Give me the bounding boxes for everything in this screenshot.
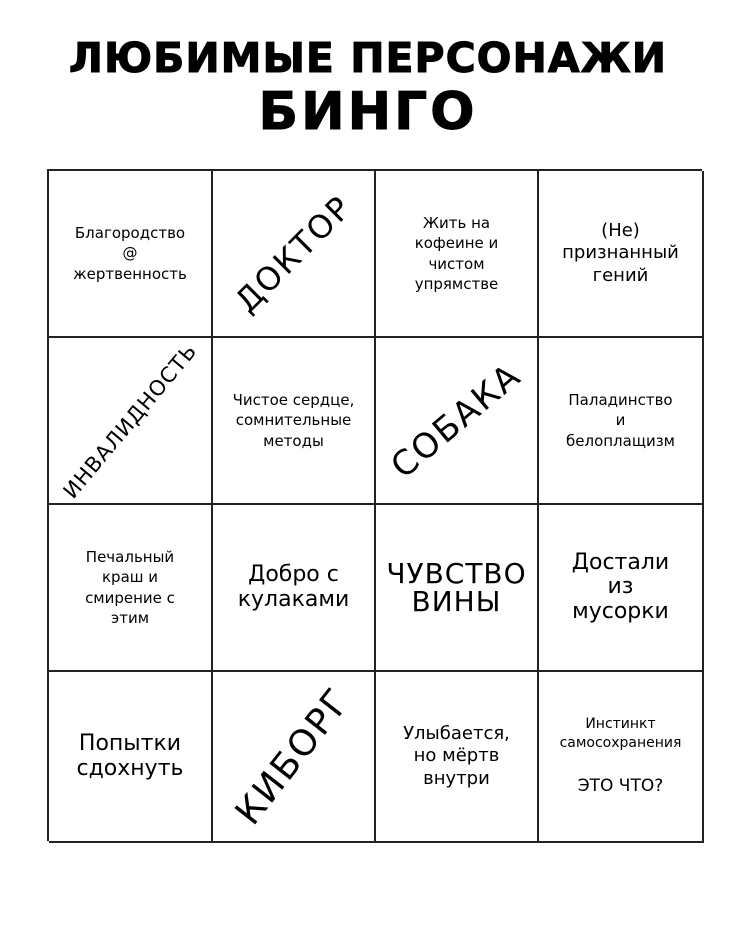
bingo-cell-r4c1[interactable]	[49, 672, 213, 843]
bingo-cell-r2c2[interactable]	[213, 338, 376, 505]
cell-label: ДОКТОР	[227, 187, 360, 320]
cell-label: ИНВАЛИДНОСТЬ	[58, 338, 202, 503]
cell-label: ЧУВСТВО ВИНЫ	[386, 556, 527, 618]
bingo-title: ЛЮБИМЫЕ ПЕРСОНАЖИ	[68, 34, 668, 82]
bingo-cell-r4c4[interactable]	[539, 672, 704, 843]
cell-label: Попытки сдохнуть	[76, 731, 184, 781]
cell-stack	[560, 715, 682, 798]
bingo-cell-r2c4[interactable]	[539, 338, 704, 505]
bingo-cell-r2c1[interactable]	[49, 338, 213, 505]
bingo-grid	[47, 169, 702, 841]
cell-label-secondary: ЭТО ЧТО?	[577, 775, 664, 796]
bingo-cell-r4c2[interactable]	[213, 672, 376, 843]
cell-label: Жить на кофеине и чистом упрямстве	[414, 214, 499, 293]
bingo-cell-r3c3[interactable]	[376, 505, 539, 672]
cell-label: СОБАКА	[383, 354, 530, 487]
cell-label: Достали из мусорки	[571, 550, 670, 624]
cell-label: КИБОРГ	[227, 680, 360, 833]
bingo-cell-r3c2[interactable]	[213, 505, 376, 672]
cell-label: (Не) признанный гений	[562, 219, 679, 286]
bingo-cell-r1c4[interactable]	[539, 171, 704, 338]
bingo-cell-r1c3[interactable]	[376, 171, 539, 338]
cell-label: Паладинство и белоплащизм	[566, 391, 675, 450]
bingo-cell-r1c2[interactable]	[213, 171, 376, 338]
bingo-cell-r2c3[interactable]	[376, 338, 539, 505]
cell-label: Печальный краш и смирение с этим	[85, 548, 175, 627]
bingo-cell-r3c4[interactable]	[539, 505, 704, 672]
cell-label: Улыбается, но мёртв внутри	[403, 722, 510, 789]
cell-label: Благородство @ жертвенность	[73, 224, 187, 283]
cell-label: Добро с кулаками	[237, 562, 350, 612]
bingo-cell-r3c1[interactable]	[49, 505, 213, 672]
cell-label: Чистое сердце, сомнительные методы	[232, 391, 355, 450]
cell-label: Инстинкт самосохранения	[559, 716, 682, 752]
bingo-subtitle: БИНГО	[258, 82, 478, 142]
bingo-cell-r1c1[interactable]	[49, 171, 213, 338]
bingo-cell-r4c3[interactable]	[376, 672, 539, 843]
